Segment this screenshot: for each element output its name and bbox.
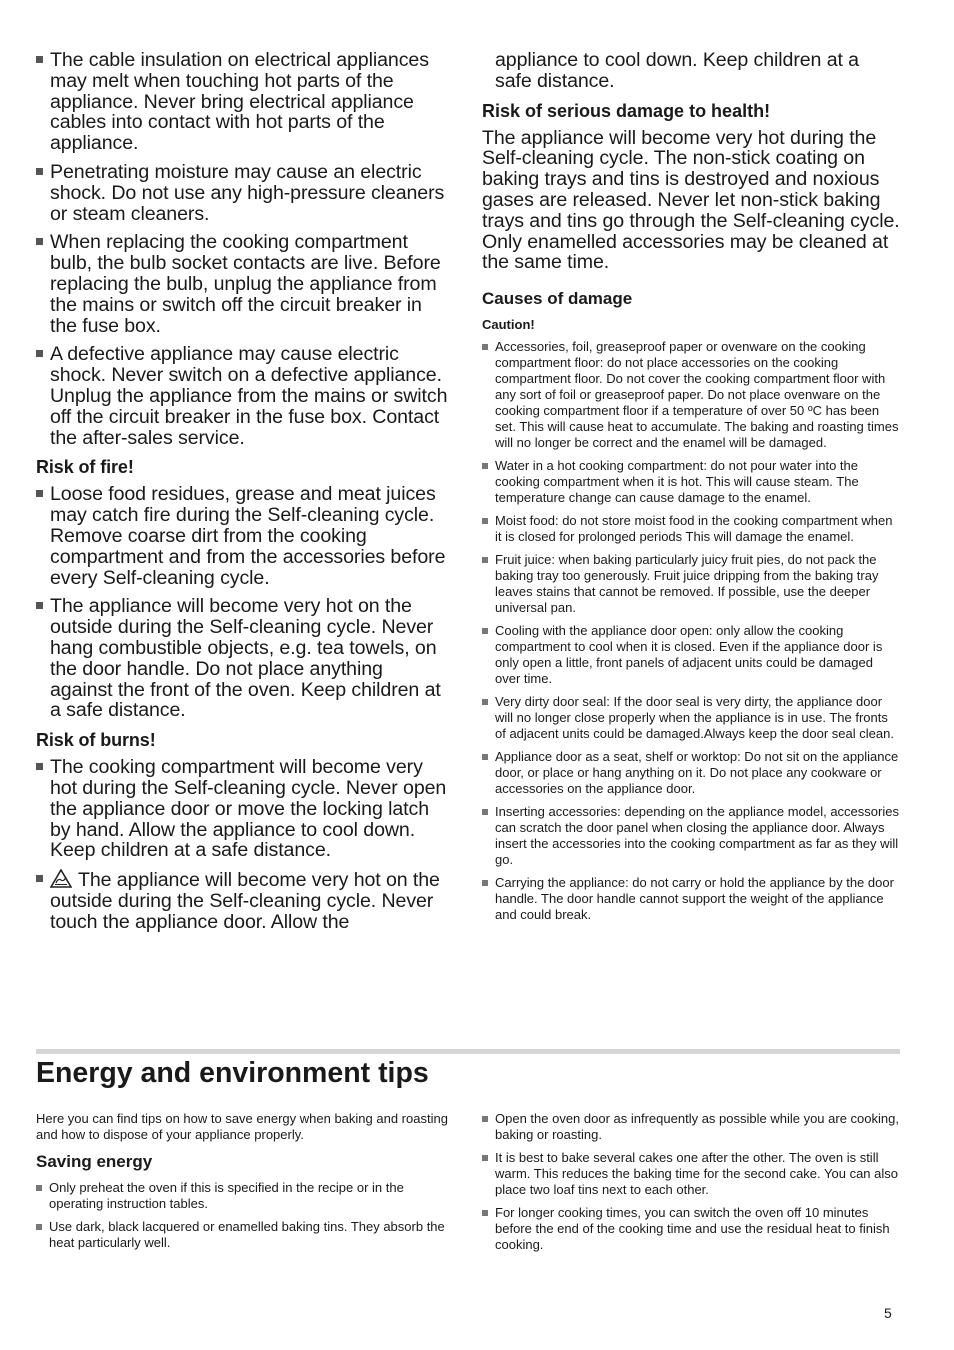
health-heading: Risk of serious damage to health! bbox=[482, 100, 771, 121]
health-text: The appliance will become very hot during the Self-cleaning cycle. The non-stick coating on baking trays and tins is destroyed and noxious gases are released. Never let non-stick baking trays and tins go through the Self-cleaning cycle. Only enamelled accessories may be cleaned at the same time. bbox=[482, 126, 900, 274]
square-bullet-icon bbox=[36, 168, 43, 175]
square-bullet-icon bbox=[482, 557, 488, 563]
right-column bbox=[482, 50, 900, 930]
energy-right-column bbox=[482, 1111, 900, 1260]
list-item: Use dark, black lacquered or enamelled baking tins. They absorb the heat particularly well. bbox=[36, 1219, 456, 1251]
list-item: Cooling with the appliance door open: only allow the cooking compartment to cool when it is closed. Even if the appliance door is only open a little, front panels of adjacent units could be damaged over time. bbox=[482, 623, 900, 687]
list-item: Fruit juice: when baking particularly juicy fruit pies, do not pack the baking tray too generously. Fruit juice dripping from the baking tray leaves stains that cannot be removed. If possible, use the deeper universal pan. bbox=[482, 552, 900, 616]
list-item: A defective appliance may cause electric shock. Never switch on a defective appliance. Unplug the appliance from the mains or switch off the circuit breaker in the fuse box. Contact the after-sales service. bbox=[36, 344, 450, 448]
list-item: Very dirty door seal: If the door seal is very dirty, the appliance door will no longer close properly when the appliance is in use. The fronts of adjacent units could be damaged.Always keep the door seal clean. bbox=[482, 694, 900, 742]
square-bullet-icon bbox=[482, 628, 488, 634]
warning-triangle-icon bbox=[50, 869, 72, 888]
square-bullet-icon bbox=[482, 754, 488, 760]
list-item: The cable insulation on electrical appliances may melt when touching hot parts of the appliance. Never bring electrical appliance cables into contact with hot parts of the appliance. bbox=[36, 50, 450, 154]
square-bullet-icon bbox=[36, 490, 43, 497]
energy-intro: Here you can find tips on how to save energy when baking and roasting and how to dispose of your appliance properly. bbox=[36, 1111, 448, 1142]
saving-energy-heading: Saving energy bbox=[36, 1152, 153, 1171]
list-item: The appliance will become very hot on the outside during the Self-cleaning cycle. Never hang combustible objects, e.g. tea towels, on the door handle. Do not place anything against the front of the oven. Keep children at a safe distance. bbox=[36, 596, 450, 721]
page-number: 5 bbox=[884, 1305, 892, 1321]
square-bullet-icon bbox=[482, 1155, 488, 1161]
damage-heading: Causes of damage bbox=[482, 289, 633, 309]
list-item: Only preheat the oven if this is specified in the recipe or in the operating instruction tables. bbox=[36, 1180, 456, 1212]
square-bullet-icon bbox=[36, 238, 43, 245]
list-item: For longer cooking times, you can switch the oven off 10 minutes before the end of the cooking time and use the residual heat to finish cooking. bbox=[482, 1205, 900, 1253]
square-bullet-icon bbox=[36, 1224, 42, 1230]
square-bullet-icon bbox=[36, 602, 43, 609]
list-item: Accessories, foil, greaseproof paper or ovenware on the cooking compartment floor: do not place accessories on the cooking compartment floor. Do not cover the cooking compartment floor with any sort of foil or greaseproof paper. Do not place ovenware on the cooking compartment floor if a temperature of over 50 ºC has been set. This will cause heat to accumulate. The baking and roasting times will no longer be correct and the enamel will be damaged. bbox=[482, 339, 900, 451]
square-bullet-icon bbox=[36, 875, 43, 882]
square-bullet-icon bbox=[36, 1185, 42, 1191]
burns-heading: Risk of burns! bbox=[36, 730, 156, 751]
left-column bbox=[36, 50, 450, 940]
square-bullet-icon bbox=[482, 518, 488, 524]
list-item: Carrying the appliance: do not carry or hold the appliance by the door handle. The door handle cannot support the weight of the appliance and could break. bbox=[482, 875, 900, 923]
list-item: The appliance will become very hot on the outside during the Self-cleaning cycle. Never touch the appliance door. Allow the bbox=[36, 869, 450, 932]
energy-left-column bbox=[36, 1111, 456, 1258]
continuation-text: appliance to cool down. Keep children at a safe distance. bbox=[495, 49, 859, 92]
square-bullet-icon bbox=[482, 809, 488, 815]
list-item: Water in a hot cooking compartment: do not pour water into the cooking compartment when it is hot. This will cause steam. The temperature change can cause damage to the enamel. bbox=[482, 458, 900, 506]
caution-label: Caution! bbox=[482, 317, 535, 333]
square-bullet-icon bbox=[482, 699, 488, 705]
square-bullet-icon bbox=[36, 350, 43, 357]
square-bullet-icon bbox=[482, 344, 488, 350]
list-item: Penetrating moisture may cause an electric shock. Do not use any high-pressure cleaners or steam cleaners. bbox=[36, 162, 450, 224]
list-item: Moist food: do not store moist food in the cooking compartment when it is closed for prolonged periods This will damage the enamel. bbox=[482, 513, 900, 545]
section-divider bbox=[36, 1049, 900, 1054]
list-item: The cooking compartment will become very hot during the Self-cleaning cycle. Never open the appliance door or move the locking latch by hand. Allow the appliance to cool down. Keep children at a safe distance. bbox=[36, 757, 450, 861]
list-item: Inserting accessories: depending on the appliance model, accessories can scratch the door panel when closing the appliance door. Always insert the accessories into the cooking compartment as far as they will go. bbox=[482, 804, 900, 868]
list-item: When replacing the cooking compartment bulb, the bulb socket contacts are live. Before replacing the bulb, unplug the appliance from the mains or switch off the circuit breaker in the fuse box. bbox=[36, 232, 450, 336]
square-bullet-icon bbox=[36, 763, 43, 770]
square-bullet-icon bbox=[482, 463, 488, 469]
fire-heading: Risk of fire! bbox=[36, 457, 134, 478]
list-item: Appliance door as a seat, shelf or worktop: Do not sit on the appliance door, or place or hang anything on it. Do not place any cookware or accessories on the appliance door. bbox=[482, 749, 900, 797]
square-bullet-icon bbox=[482, 1210, 488, 1216]
square-bullet-icon bbox=[482, 1116, 488, 1122]
list-item: It is best to bake several cakes one after the other. The oven is still warm. This reduces the baking time for the second cake. You can also place two loaf tins next to each other. bbox=[482, 1150, 900, 1198]
square-bullet-icon bbox=[482, 880, 488, 886]
list-item: Loose food residues, grease and meat juices may catch fire during the Self-cleaning cycle. Remove coarse dirt from the cooking compartment and from the accessories before every Self-cleaning cycle. bbox=[36, 484, 450, 588]
list-item: Open the oven door as infrequently as possible while you are cooking, baking or roasting. bbox=[482, 1111, 900, 1143]
square-bullet-icon bbox=[36, 56, 43, 63]
section-title: Energy and environment tips bbox=[36, 1057, 429, 1089]
